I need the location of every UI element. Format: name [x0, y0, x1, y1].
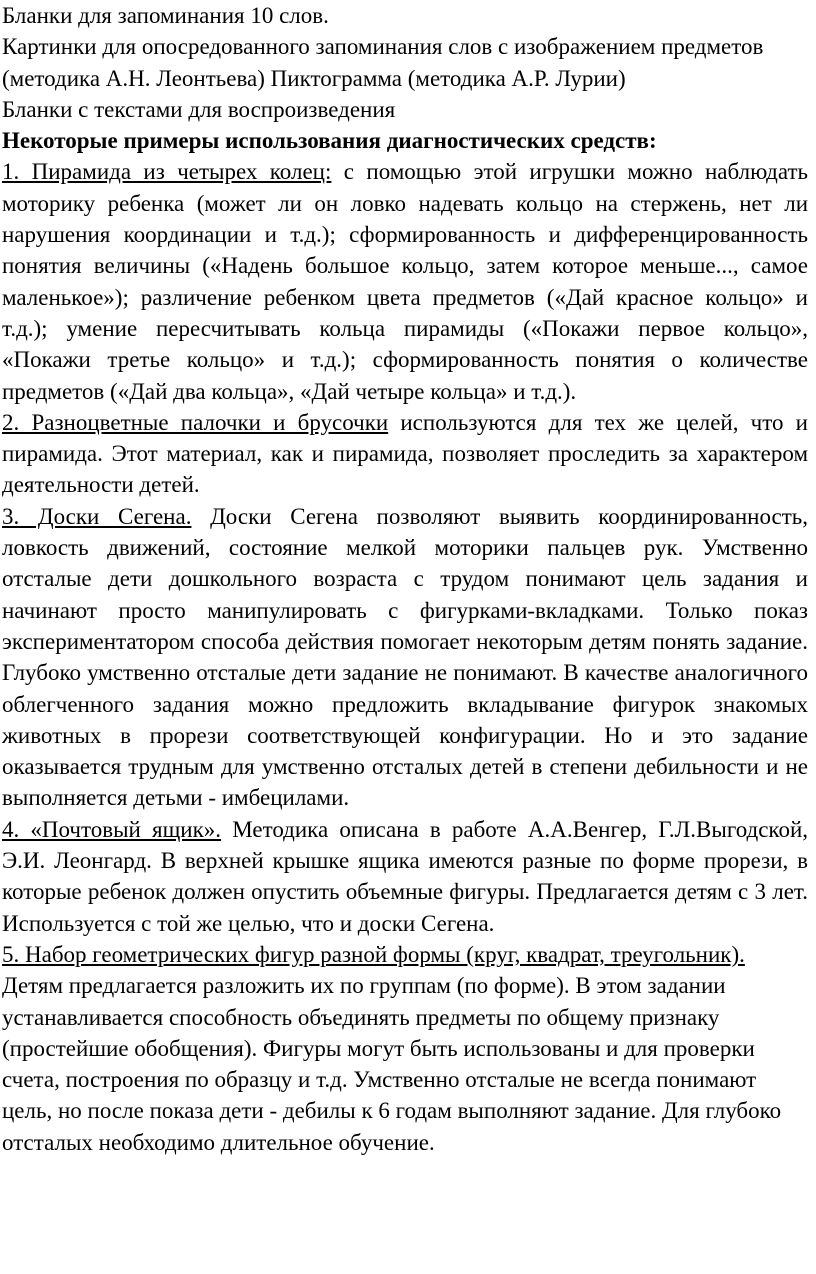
item-mailbox-title: 4. «Почтовый ящик». — [2, 816, 222, 842]
item-seguin-boards-body: Доски Сегена позволяют выявить координированность, ловкость движений, состояние мелкой моторики пальцев рук. Умственно отсталые дети дошкольного возраста с трудом понимают цель задания и начинают просто манипулировать с фигурками-вкладками. Только показ экспериментатором способа действия помогает некоторым детям понять задание. Глубоко умственно отсталые дети задание не понимают. В качестве аналогичного облегченного задания можно предложить вкладывание фигурок знакомых животных в прорези соответствующей конфигурации. Но и это задание оказывается трудным для умственно отсталых детей в степени дебильности и не выполняется детьми - имбецилами. — [2, 503, 809, 811]
item-pyramid-title: 1. Пирамида из четырех колец: — [2, 159, 332, 185]
item-pyramid — [2, 156, 808, 406]
header-line-methods: (методика А.Н. Леонтьева) Пиктограмма (методика А.Р. Лурии) — [2, 65, 626, 91]
examples-heading: Некоторые примеры использования диагностических средств: — [2, 128, 657, 154]
item-seguin-boards-title: 3. Доски Сегена. — [2, 503, 192, 529]
item-sticks-body: используются для тех же целей, что и пирамида. Этот материал, как и пирамида, позволяет проследить за характером деятельности детей. — [2, 409, 808, 498]
item-sticks-title: 2. Разноцветные палочки и брусочки — [2, 409, 389, 435]
item-geometric-shapes — [2, 939, 808, 1158]
item-pyramid-body: с помощью этой игрушки можно наблюдать моторику ребенка (может ли он ловко надевать кольцо на стержень, нет ли нарушения координации и т.д.); сформированность и дифференцированность понятия величины («Надень большое кольцо, затем которое меньше..., самое маленькое»); различение ребенком цвета предметов («Дай красное кольцо» и т.д.); умение пересчитывать кольца пирамиды («Покажи первое кольцо», «Покажи третье кольцо» и т.д.); сформированность понятия о количестве предметов («Дай два кольца», «Дай четыре кольца» и т.д.). — [2, 159, 808, 404]
item-seguin-boards — [2, 501, 808, 814]
item-geometric-shapes-body: Детям предлагается разложить их по группам (по форме). В этом задании устанавливается способность объединять предметы по общему признаку (простейшие обобщения). Фигуры могут быть использованы и для проверки счета, построения по образцу и т.д. Умственно отсталые не всегда понимают цель, но после показа дети - дебилы к 6 годам выполняют задание. Для глубоко отсталых необходимо длительное обучение. — [2, 973, 782, 1155]
item-geometric-shapes-title: 5. Набор геометрических фигур разной формы (круг, квадрат, треугольник). — [2, 941, 745, 967]
header-line-blanks-words: Бланки для запоминания 10 слов. — [2, 3, 329, 28]
item-mailbox-body: Методика описана в работе А.А.Венгер, Г.Л.Выгодской, Э.И. Леонгард. В верхней крышке ящика имеются разные по форме прорези, в которые ребенок должен опустить объемные фигуры. Предлагается детям с 3 лет. Используется с той же целью, что и доски Сегена. — [2, 816, 809, 936]
header-line-pictures: Картинки для опосредованного запоминания слов с изображением предметов — [2, 34, 764, 60]
item-sticks — [2, 407, 808, 501]
item-mailbox — [2, 814, 808, 939]
header-line-texts: Бланки с текстами для воспроизведения — [2, 96, 396, 122]
